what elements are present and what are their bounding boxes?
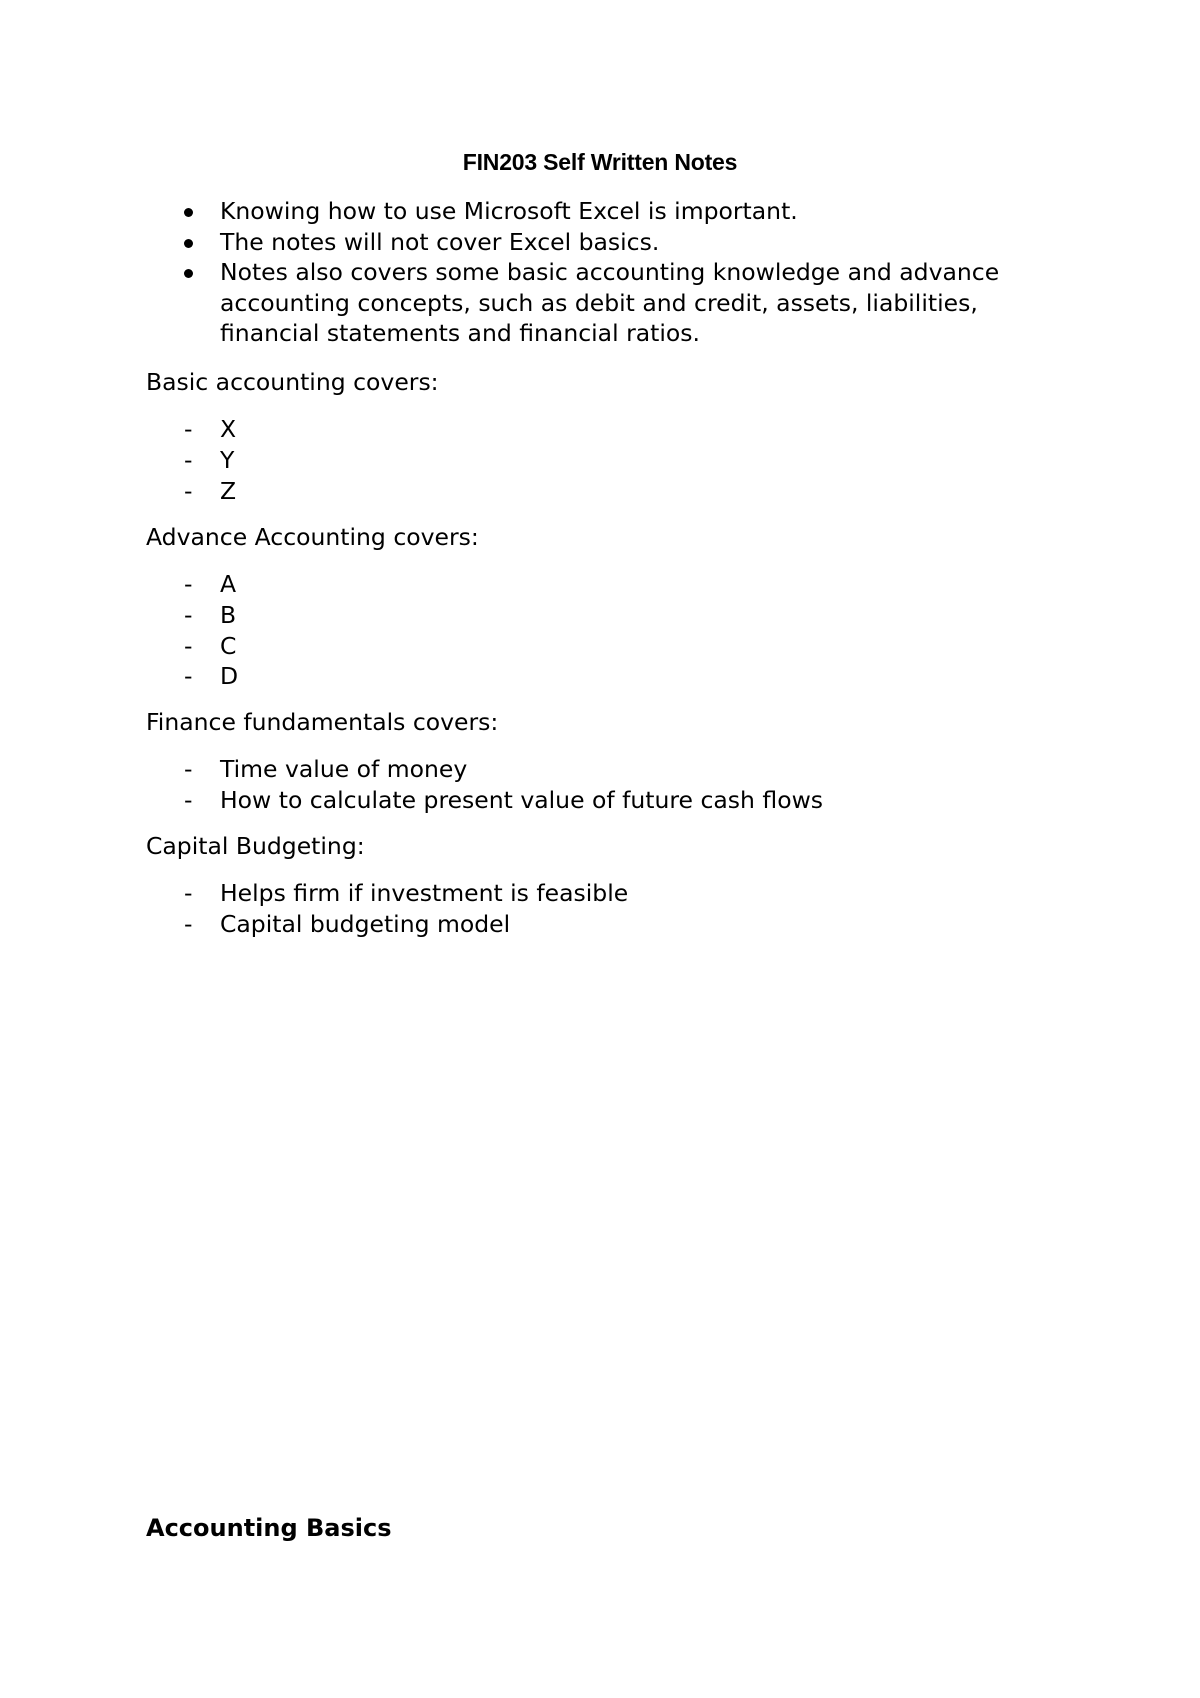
list-item-text: Y [220, 445, 235, 474]
dash-marker: - [184, 755, 193, 783]
dash-marker: - [184, 909, 193, 938]
bullet-text: Notes also covers some basic accounting knowledge and advance accounting concepts, such as debit and credit, assets, liabilities, financial statements and financial ratios. [220, 258, 1000, 347]
section-heading-advance-accounting: Advance Accounting covers: [146, 523, 479, 551]
section-heading-capital-budgeting: Capital Budgeting: [146, 832, 365, 860]
list-item [184, 878, 628, 909]
list-item [184, 196, 1044, 227]
list-item-text: Z [220, 476, 237, 505]
finance-fundamentals-list [184, 754, 823, 816]
bullet-dot-icon [184, 208, 193, 217]
dash-marker: - [184, 476, 193, 505]
list-item-text: X [220, 415, 237, 443]
list-item [184, 257, 1044, 349]
basic-accounting-list [184, 414, 236, 506]
list-item-text: How to calculate present value of future cash flows [220, 785, 824, 814]
list-item-text: Time value of money [220, 755, 468, 783]
dash-marker: - [184, 415, 193, 443]
list-item [184, 445, 236, 476]
advance-accounting-list [184, 569, 238, 692]
dash-marker: - [184, 445, 193, 474]
intro-bullet-list [184, 196, 1044, 349]
list-item [184, 909, 628, 940]
list-item [184, 414, 236, 445]
list-item-text: A [220, 570, 237, 598]
bullet-dot-icon [184, 239, 193, 248]
list-item-text: Helps firm if investment is feasible [220, 879, 629, 907]
accounting-basics-heading: Accounting Basics [146, 1514, 392, 1542]
list-item [184, 600, 238, 631]
list-item-text: D [220, 662, 239, 691]
list-item [184, 476, 236, 507]
section-heading-basic-accounting: Basic accounting covers: [146, 368, 439, 396]
dash-marker: - [184, 631, 193, 660]
dash-marker: - [184, 600, 193, 629]
dash-marker: - [184, 662, 193, 691]
list-item-text: Capital budgeting model [220, 909, 511, 938]
list-item [184, 785, 823, 816]
list-item [184, 227, 1044, 258]
bullet-dot-icon [184, 269, 193, 278]
dash-marker: - [184, 785, 193, 814]
list-item-text: B [220, 600, 237, 629]
capital-budgeting-list [184, 878, 628, 940]
list-item [184, 661, 238, 692]
section-heading-finance-fundamentals: Finance fundamentals covers: [146, 708, 499, 736]
dash-marker: - [184, 879, 193, 907]
dash-marker: - [184, 570, 193, 598]
bullet-text: Knowing how to use Microsoft Excel is important. [220, 197, 798, 225]
list-item [184, 631, 238, 662]
list-item [184, 754, 823, 785]
document-title: FIN203 Self Written Notes [462, 149, 738, 175]
bullet-text: The notes will not cover Excel basics. [220, 227, 660, 256]
list-item [184, 569, 238, 600]
list-item-text: C [220, 631, 237, 660]
